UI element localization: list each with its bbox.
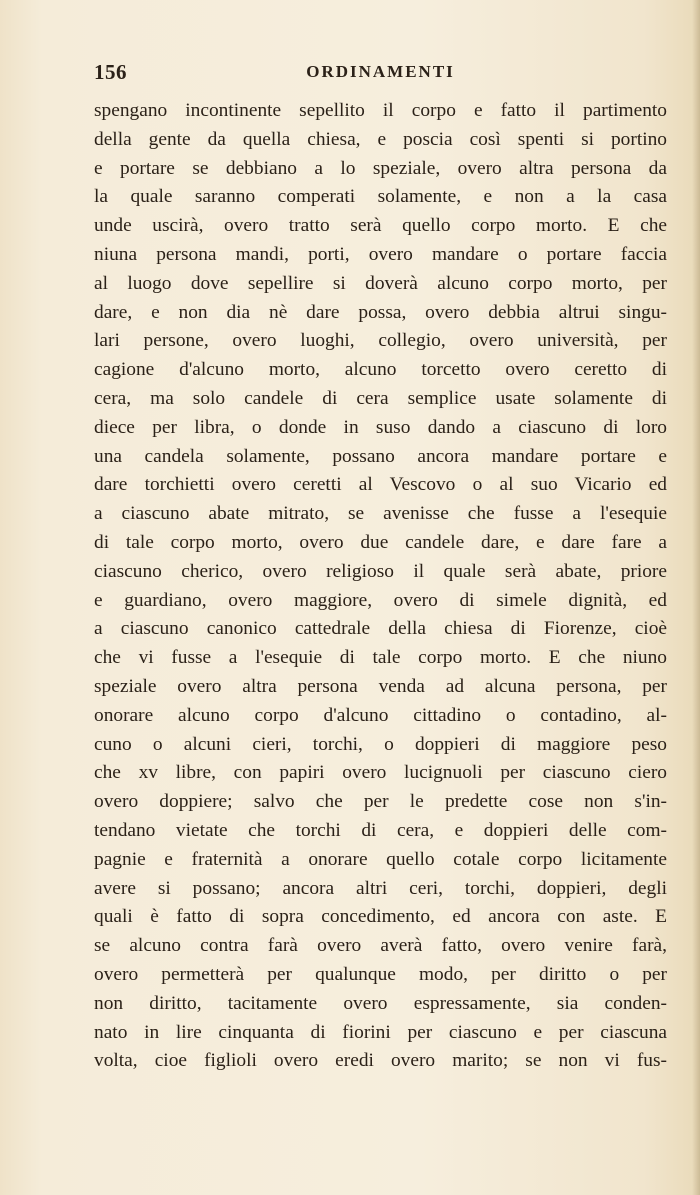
text-line: della gente da quella chiesa, e poscia così spenti si portino — [94, 128, 667, 150]
page-number: 156 — [94, 60, 127, 84]
text-line: di tale corpo morto, overo due candele dare, e dare fare a — [94, 531, 667, 553]
text-line: volta, cioe figlioli overo eredi overo marito; se non vi fus- — [94, 1050, 667, 1072]
text-line: lari persone, overo luoghi, collegio, overo università, per — [94, 330, 667, 352]
text-line: ciascuno cherico, overo religioso il quale serà abate, priore — [94, 560, 667, 582]
text-line: che xv libre, con papiri overo lucignuoli per ciascuno ciero — [94, 762, 667, 784]
running-head: ORDINAMENTI — [306, 62, 455, 81]
text-line: la quale saranno comperati solamente, e non a la casa — [94, 186, 667, 208]
text-line: cera, ma solo candele di cera semplice usate solamente di — [94, 387, 667, 409]
text-line: una candela solamente, possano ancora mandare portare e — [94, 445, 667, 467]
text-line: pagnie e fraternità a onorare quello cotale corpo licitamente — [94, 848, 667, 870]
text-line: diece per libra, o donde in suso dando a ciascuno di loro — [94, 416, 667, 438]
text-line: dare, e non dia nè dare possa, overo debbia altrui singu- — [94, 301, 667, 323]
text-line: cagione d'alcuno morto, alcuno torcetto overo ceretto di — [94, 359, 667, 381]
text-line: niuna persona mandi, porti, overo mandare o portare faccia — [94, 243, 667, 265]
text-line: overo doppiere; salvo che per le predette cose non s'in- — [94, 791, 667, 813]
text-line: nato in lire cinquanta di fiorini per ciascuno e per ciascuna — [94, 1021, 667, 1043]
text-line: che vi fusse a l'esequie di tale corpo morto. E che niuno — [94, 647, 667, 669]
text-line: tendano vietate che torchi di cera, e doppieri delle com- — [94, 819, 667, 841]
page-header — [94, 60, 667, 90]
text-line: e portare se debbiano a lo speziale, overo altra persona da — [94, 157, 667, 179]
text-line: overo permetterà per qualunque modo, per diritto o per — [94, 963, 667, 985]
text-line: a ciascuno abate mitrato, se avenisse che fusse a l'esequie — [94, 503, 667, 525]
text-line: quali è fatto di sopra concedimento, ed ancora con aste. E — [94, 906, 667, 928]
text-line: al luogo dove sepellire si doverà alcuno corpo morto, per — [94, 272, 667, 294]
text-line: non diritto, tacitamente overo espressamente, sia conden- — [94, 992, 667, 1014]
text-line: e guardiano, overo maggiore, overo di simele dignità, ed — [94, 589, 667, 611]
text-line: a ciascuno canonico cattedrale della chiesa di Fiorenze, cioè — [94, 618, 667, 640]
text-line: cuno o alcuni cieri, torchi, o doppieri di maggiore peso — [94, 733, 667, 755]
text-line: se alcuno contra farà overo averà fatto, overo venire farà, — [94, 935, 667, 957]
body-text — [94, 97, 667, 1076]
text-line: spengano incontinente sepellito il corpo e fatto il partimento — [94, 100, 667, 121]
text-line: avere si possano; ancora altri ceri, torchi, doppieri, degli — [94, 877, 667, 899]
text-line: dare torchietti overo ceretti al Vescovo o al suo Vicario ed — [94, 474, 667, 496]
page-edge-shadow — [692, 0, 700, 1195]
text-line: onorare alcuno corpo d'alcuno cittadino o contadino, al- — [94, 704, 667, 726]
text-line: speziale overo altra persona venda ad alcuna persona, per — [94, 675, 667, 697]
text-line: unde uscirà, overo tratto serà quello corpo morto. E che — [94, 215, 667, 237]
